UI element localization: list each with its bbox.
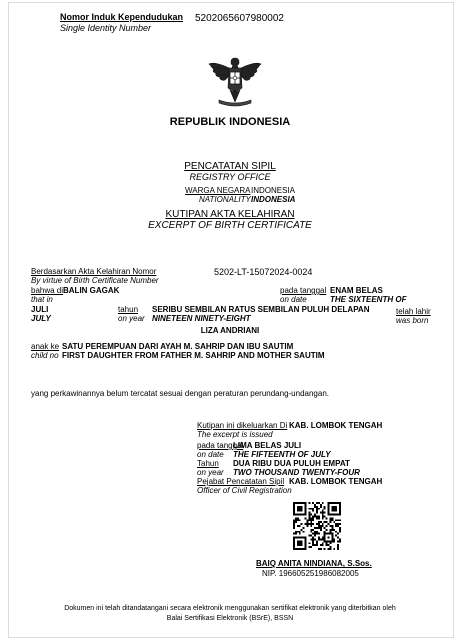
nik-value: 5202065607980002 (195, 13, 284, 24)
child-desc-en: FIRST DAUGHTER FROM FATHER M. SAHRIP AND MOTHER SAUTIM (62, 351, 325, 360)
marriage-note: yang perkawinannya belum tercatat sesuai dengan peraturan perundang-undangan. (31, 389, 329, 398)
issued-day-en: THE FIFTEENTH OF JULY (233, 450, 331, 459)
born-label: telah lahir (396, 307, 431, 316)
footer-line-1: Dokumen ini telah ditandatangani secara elektronik menggunakan sertifikat elektronik yang diterbitkan oleh (64, 605, 396, 612)
issued-day: LIMA BELAS JULI (233, 441, 302, 450)
year-label-en: on year (118, 314, 145, 323)
on-date-label-en: on date (280, 295, 307, 304)
child-name: LIZA ANDRIANI (200, 326, 260, 335)
official-name: BAIQ ANITA NINDIANA, S.Sos. (256, 559, 372, 568)
child-desc: SATU PEREMPUAN DARI AYAH M. SAHRIP DAN IBU SAUTIM (62, 342, 294, 351)
issued-place: KAB. LOMBOK TENGAH (289, 421, 383, 430)
nationality-value: INDONESIA (251, 186, 296, 195)
that-in-label-en: that in (31, 295, 53, 304)
birth-day-en: THE SIXTEENTH OF (330, 295, 407, 304)
birth-month: JULI (31, 305, 49, 314)
doc-title-en: EXCERPT OF BIRTH CERTIFICATE (148, 220, 312, 231)
official-office: KAB. LOMBOK TENGAH (289, 477, 383, 486)
basis-label-en: By virtue of Birth Certificate Number (31, 276, 159, 285)
that-in-label: bahwa di (31, 286, 64, 295)
born-label-en: was born (396, 316, 429, 325)
office-title: PENCATATAN SIPIL (184, 161, 276, 172)
nik-label-en: Single Identity Number (60, 23, 152, 33)
birth-month-en: JULY (31, 314, 51, 323)
on-date-label: pada tanggal (280, 286, 327, 295)
birth-year: SERIBU SEMBILAN RATUS SEMBILAN PULUH DELAPAN (152, 305, 370, 314)
issued-year-label-en: on year (197, 468, 224, 477)
issued-year-en: TWO THOUSAND TWENTY-FOUR (233, 468, 360, 477)
nationality-label: WARGA NEGARA (185, 186, 251, 195)
issued-year-label: Tahun (197, 459, 219, 468)
official-nip: NIP. 196605251986082005 (262, 569, 359, 578)
basis-label: Berdasarkan Akta Kelahiran Nomor (31, 267, 157, 276)
issued-date-label: pada tanggal (197, 441, 244, 450)
child-label: anak ke (31, 342, 60, 351)
republic-title: REPUBLIK INDONESIA (169, 116, 291, 128)
child-label-en: child no (31, 351, 59, 360)
footer-line-2: Balai Sertifikasi Elektronik (BSrE), BSSN (166, 615, 294, 622)
birth-place: BALIN GAGAK (63, 286, 120, 295)
garuda-emblem-icon (207, 54, 263, 110)
year-label: tahun (118, 305, 139, 314)
official-label: Pejabat Pencatatan Sipil (197, 477, 285, 486)
qr-code-icon (293, 502, 341, 550)
issued-year: DUA RIBU DUA PULUH EMPAT (233, 459, 350, 468)
birth-year-en: NINETEEN NINETY-EIGHT (152, 314, 251, 323)
doc-title: KUTIPAN AKTA KELAHIRAN (165, 209, 295, 220)
birth-day: ENAM BELAS (330, 286, 383, 295)
nationality-value-en: INDONESIA (251, 195, 296, 204)
official-label-en: Officer of Civil Registration (197, 486, 292, 495)
issued-date-label-en: on date (197, 450, 224, 459)
issued-label-en: The excerpt is issued (197, 430, 273, 439)
office-title-en: REGISTRY OFFICE (189, 172, 271, 182)
issued-label: Kutipan ini dikeluarkan Di (197, 421, 288, 430)
nik-label: Nomor Induk Kependudukan (60, 12, 184, 22)
nationality-label-en: NATIONALITY (199, 195, 251, 204)
cert-number: 5202-LT-15072024-0024 (214, 267, 313, 277)
